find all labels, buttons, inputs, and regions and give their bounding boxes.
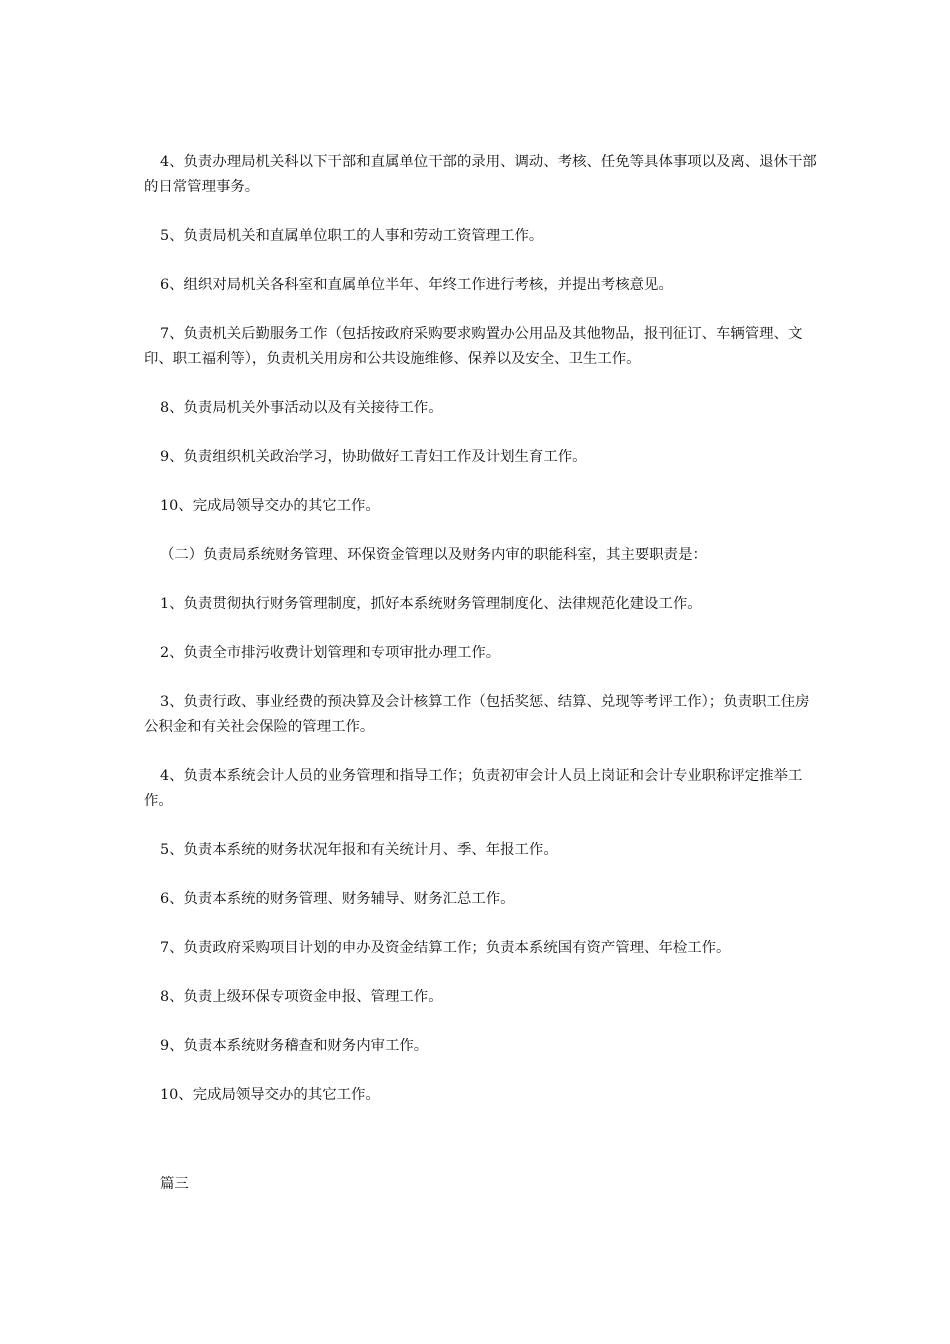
paragraph-item: 7、负责政府采购项目计划的申办及资金结算工作；负责本系统国有资产管理、年检工作。 xyxy=(160,940,731,956)
paragraph-item: 8、负责上级环保专项资金申报、管理工作。 xyxy=(160,989,443,1005)
paragraph-item: 4、负责本系统会计人员的业务管理和指导工作；负责初审会计人员上岗证和会计专业职称评定推举工作。 xyxy=(144,768,803,809)
paragraph-item: 9、负责组织机关政治学习，协助做好工青妇工作及计划生育工作。 xyxy=(160,449,587,465)
document-body xyxy=(144,150,820,1132)
paragraph-item: 9、负责本系统财务稽查和财务内审工作。 xyxy=(160,1038,429,1054)
section-heading: （二）负责局系统财务管理、环保资金管理以及财务内审的职能科室，其主要职责是： xyxy=(160,547,707,563)
paragraph-item: 6、组织对局机关各科室和直属单位半年、年终工作进行考核，并提出考核意见。 xyxy=(160,277,673,293)
chapter-label: 篇三 xyxy=(160,1176,189,1192)
paragraph-item: 4、负责办理局机关科以下干部和直属单位干部的录用、调动、考核、任免等具体事项以及离、退休干部的日常管理事务。 xyxy=(144,154,817,195)
paragraph-item: 1、负责贯彻执行财务管理制度，抓好本系统财务管理制度化、法律规范化建设工作。 xyxy=(160,596,702,612)
paragraph-item: 2、负责全市排污收费计划管理和专项审批办理工作。 xyxy=(160,645,501,661)
paragraph-item: 6、负责本系统的财务管理、财务辅导、财务汇总工作。 xyxy=(160,891,515,907)
paragraph-item: 10、完成局领导交办的其它工作。 xyxy=(160,1087,380,1103)
paragraph-item: 8、负责局机关外事活动以及有关接待工作。 xyxy=(160,400,443,416)
paragraph-item: 7、负责机关后勤服务工作（包括按政府采购要求购置办公用品及其他物品，报刊征订、车辆管理、文印、职工福利等），负责机关用房和公共设施维修、保养以及安全、卫生工作。 xyxy=(144,326,803,367)
paragraph-item: 5、负责局机关和直属单位职工的人事和劳动工资管理工作。 xyxy=(160,228,544,244)
paragraph-item: 3、负责行政、事业经费的预决算及会计核算工作（包括奖惩、结算、兑现等考评工作）；负责职工住房公积金和有关社会保险的管理工作。 xyxy=(144,694,810,735)
paragraph-item: 5、负责本系统的财务状况年报和有关统计月、季、年报工作。 xyxy=(160,842,558,858)
paragraph-item: 10、完成局领导交办的其它工作。 xyxy=(160,498,380,514)
